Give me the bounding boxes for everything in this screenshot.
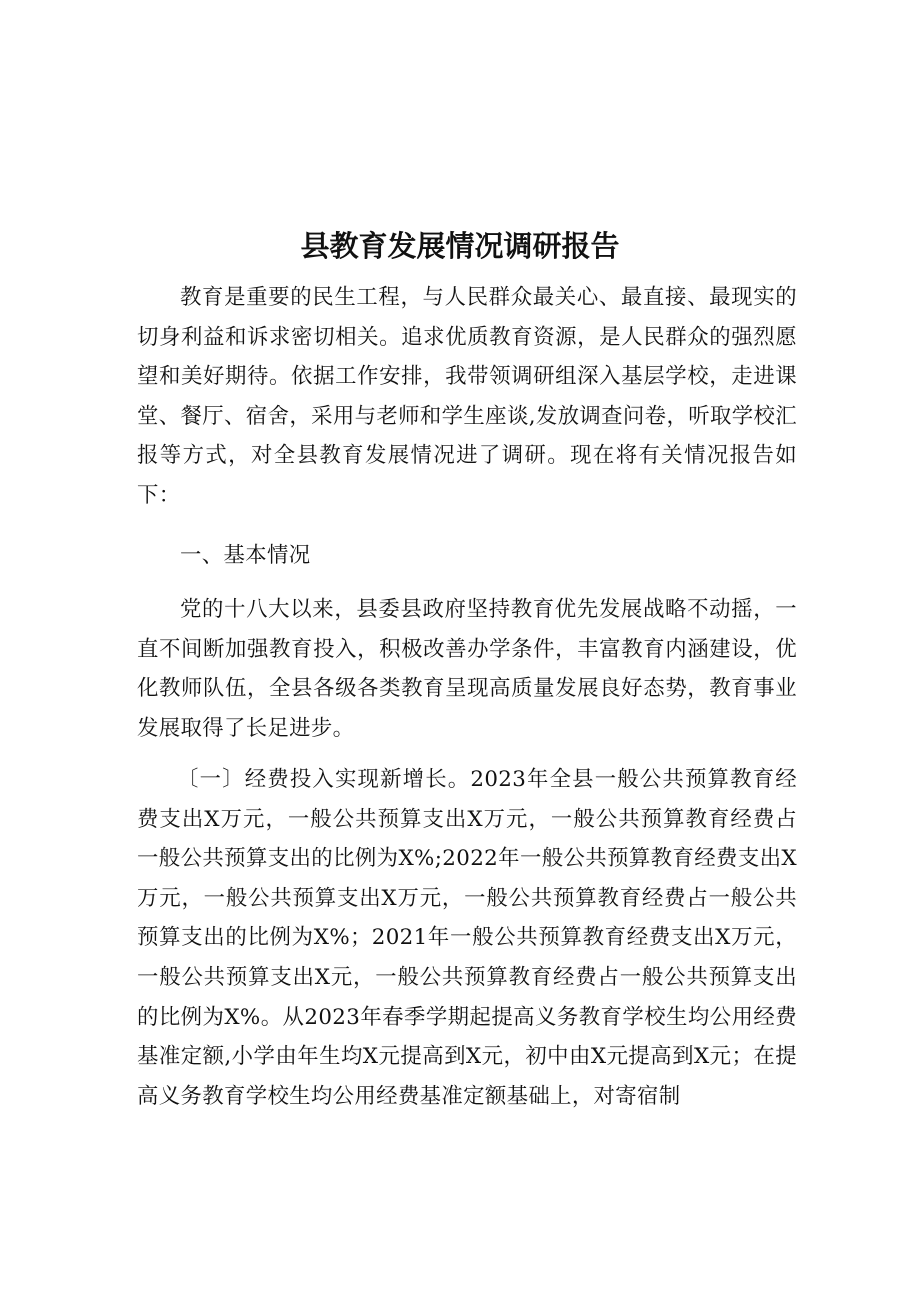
section-heading-basic-situation: 一、基本情况	[180, 543, 311, 568]
intro-paragraph: 教育是重要的民生工程，与人民群众最关心、最直接、最现实的切身利益和诉求密切相关。追求优质教育资源，是人民群众的强烈愿望和美好期待。依据工作安排，我带领调研组深入基层学校，走进课堂、餐厅、宿舍，采用与老师和学生座谈,发放调查问卷，听取学校汇报等方式，对全县教育发展情况进了调研。现在将有关情况报告如下：	[137, 285, 797, 508]
document-title: 县教育发展情况调研报告	[300, 229, 620, 263]
subsection-paragraph-funding: 〔一〕经费投入实现新增长。2023年全县一般公共预算教育经费支出X万元，一般公共预算支出X万元，一般公共预算教育经费占一般公共预算支出的比例为X%;2022年一般公共预算教育经费支出X万元，一般公共预算支出X万元，一般公共预算教育经费占一般公共预算支出的比例为X%；2021年一般公共预算教育经费支出X万元，一般公共预算支出X元，一般公共预算教育经费占一般公共预算支出的比例为X%。从2023年春季学期起提高义务教育学校生均公用经费基准定额,小学由年生均X元提高到X元，初中由X元提高到X元；在提高义务教育学校生均公用经费基准定额基础上，对寄宿制	[137, 767, 797, 1109]
section-paragraph: 党的十八大以来，县委县政府坚持教育优先发展战略不动摇，一直不间断加强教育投入，积极改善办学条件，丰富教育内涵建设，优化教师队伍，全县各级各类教育呈现高质量发展良好态势，教育事业发展取得了长足进步。	[137, 597, 797, 741]
